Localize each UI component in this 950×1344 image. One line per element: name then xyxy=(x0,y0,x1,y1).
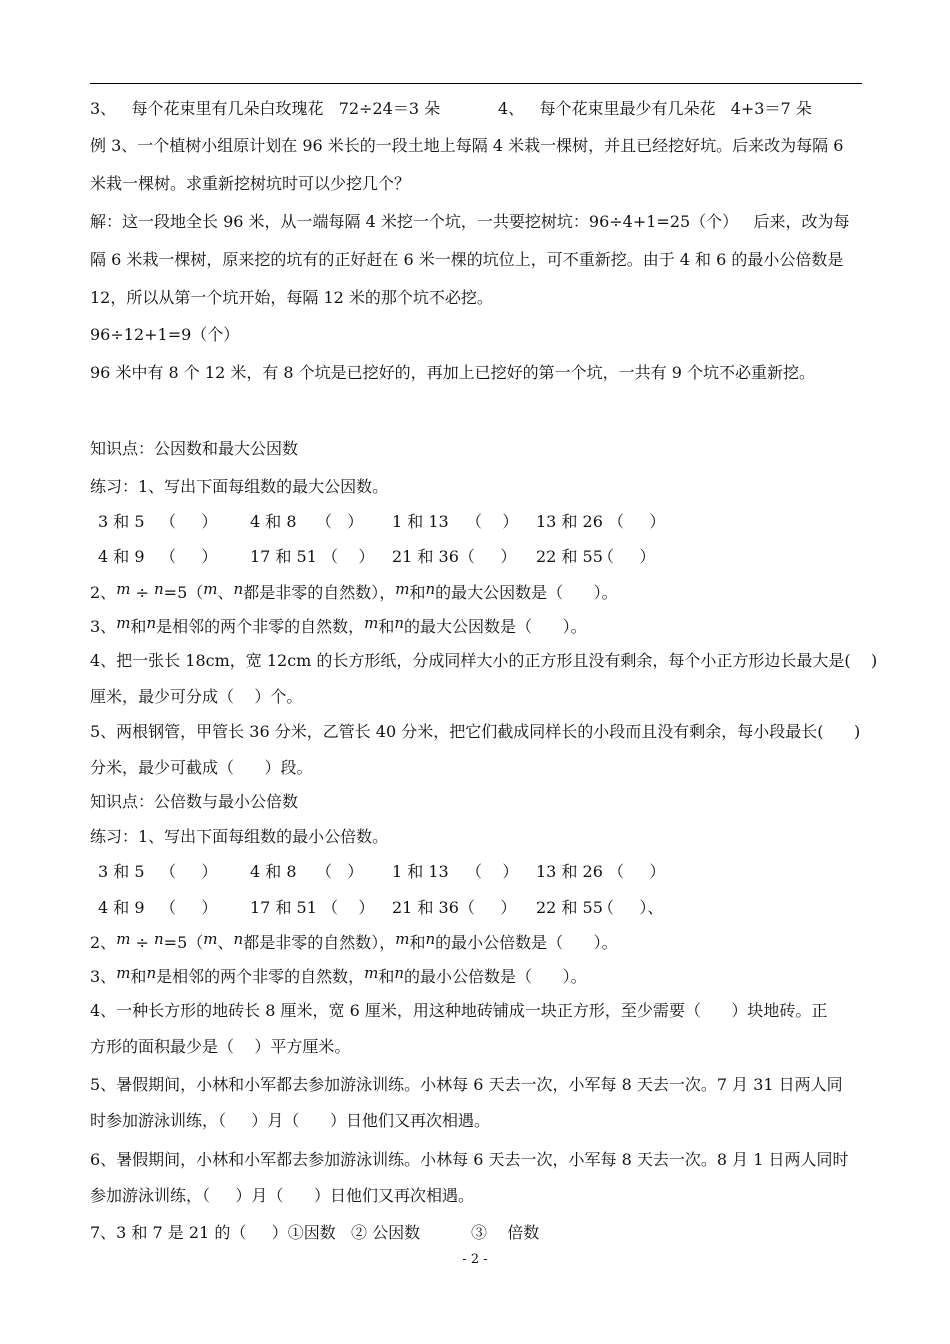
lcm-question-5-line-1: 5、暑假期间，小林和小军都去参加游泳训练。小林每 6 天去一次，小军每 8 天去一次。7 月 31 日两人同 xyxy=(90,1075,843,1094)
separator: 、 xyxy=(217,583,234,602)
exercise-gcd-title: 练习：1、写出下面每组数的最大公因数。 xyxy=(90,477,389,496)
divide-sign: ÷ xyxy=(130,933,154,952)
var-n: n xyxy=(425,930,436,948)
solution-line-1: 解：这一段地全长 96 米，从一端每隔 4 米挖一个坑，一共要挖树坑：96÷4+1=25（个） 后来，改为每 xyxy=(90,212,850,231)
answer-blank[interactable]: （ ）、 xyxy=(598,898,664,917)
gcd-question-2 xyxy=(90,582,618,604)
and-text: 和 xyxy=(409,583,426,602)
question-number: 2、 xyxy=(90,583,117,602)
var-n: n xyxy=(154,580,164,598)
question-number: 3、 xyxy=(90,967,117,986)
var-n: n xyxy=(394,614,405,632)
var-n: n xyxy=(233,930,244,948)
var-m: m xyxy=(364,614,379,632)
var-m: m xyxy=(116,964,131,982)
grid-cell: 21 和 36（ ） xyxy=(392,898,517,917)
grid-cell: 21 和 36（ ） xyxy=(392,547,517,566)
gcd-question-3 xyxy=(90,616,587,638)
answer-blank[interactable]: （ ） xyxy=(160,898,218,917)
var-m: m xyxy=(364,964,379,982)
condition-text: 是相邻的两个非零的自然数， xyxy=(156,967,365,986)
answer-blank[interactable]: 的最小公倍数是（ ）。 xyxy=(435,933,618,952)
page-number: - 2 - xyxy=(462,1252,488,1267)
solution-conclusion: 96 米中有 8 个 12 米，有 8 个坑是已挖好的，再加上已挖好的第一个坑，一共有 9 个坑不必重新挖。 xyxy=(90,363,816,382)
equals-text: =5（ xyxy=(163,583,204,602)
answer-blank[interactable]: 的最大公因数是（ ）。 xyxy=(435,583,618,602)
header-rule xyxy=(90,83,862,84)
var-n: n xyxy=(154,930,164,948)
answer-line-4: 4、 每个花束里最少有几朵花 4+3＝7 朵 xyxy=(498,99,812,118)
question-number: 2、 xyxy=(90,933,117,952)
grid-cell: 3 和 5 xyxy=(98,512,145,531)
lcm-question-5-line-2: 时参加游泳训练，（ ）月（ ）日他们又再次相遇。 xyxy=(90,1111,490,1130)
var-m: m xyxy=(203,580,218,598)
lcm-question-2 xyxy=(90,932,618,954)
grid-cell: 22 和 55 xyxy=(536,898,603,917)
equals-text: =5（ xyxy=(163,933,204,952)
exercise-lcm-title: 练习：1、写出下面每组数的最小公倍数。 xyxy=(90,827,389,846)
var-n: n xyxy=(425,580,436,598)
knowledge-point-gcd: 知识点：公因数和最大公因数 xyxy=(90,439,299,458)
knowledge-point-lcm: 知识点：公倍数与最小公倍数 xyxy=(90,792,299,811)
var-n: n xyxy=(146,614,157,632)
var-m: m xyxy=(116,614,131,632)
grid-cell: 17 和 51 xyxy=(250,898,317,917)
lcm-question-6-line-1: 6、暑假期间，小林和小军都去参加游泳训练。小林每 6 天去一次，小军每 8 天去一次。8 月 1 日两人同时 xyxy=(90,1150,849,1169)
lcm-question-6-line-2: 参加游泳训练，（ ）月（ ）日他们又再次相遇。 xyxy=(90,1186,474,1205)
lcm-question-7: 7、3 和 7 是 21 的（ ）①因数 ② 公因数 ③ 倍数 xyxy=(90,1223,540,1242)
lcm-question-4-line-2: 方形的面积最少是（ ）平方厘米。 xyxy=(90,1037,351,1056)
answer-blank[interactable]: （ ） xyxy=(466,862,519,881)
answer-blank[interactable]: （ ） xyxy=(608,512,666,531)
answer-blank[interactable]: （ ） xyxy=(160,512,218,531)
and-text: 和 xyxy=(130,617,147,636)
gcd-question-4-line-1: 4、把一张长 18cm，宽 12cm 的长方形纸，分成同样大小的正方形且没有剩余，每个小正方形边长最大是( ) xyxy=(90,651,878,670)
answer-blank[interactable]: （ ） xyxy=(322,898,375,917)
var-m: m xyxy=(395,930,410,948)
grid-cell: 3 和 5 xyxy=(98,862,145,881)
condition-text: 都是非零的自然数）， xyxy=(243,583,396,602)
condition-text: 都是非零的自然数）， xyxy=(243,933,396,952)
answer-blank[interactable]: （ ） xyxy=(160,862,218,881)
solution-calc: 96÷12+1=9（个） xyxy=(90,325,240,344)
answer-blank[interactable]: （ ） xyxy=(608,862,666,881)
grid-cell: 4 和 8 xyxy=(250,862,297,881)
grid-cell: 4 和 9 xyxy=(98,898,145,917)
gcd-question-4-line-2: 厘米，最少可分成（ ）个。 xyxy=(90,687,303,706)
solution-line-2: 隔 6 米栽一棵树，原来挖的坑有的正好赶在 6 米一棵的坑位上，可不重新挖。由于 4 和 6 的最小公倍数是 xyxy=(90,250,844,269)
gcd-question-5-line-1: 5、两根钢管，甲管长 36 分米，乙管长 40 分米，把它们截成同样长的小段而且没有剩余，每小段最长( ) xyxy=(90,722,861,741)
divide-sign: ÷ xyxy=(130,583,154,602)
answer-blank[interactable]: （ ） xyxy=(160,547,218,566)
answer-blank[interactable]: （ ） xyxy=(316,512,364,531)
grid-cell: 4 和 8 xyxy=(250,512,297,531)
lcm-question-4-line-1: 4、一种长方形的地砖长 8 厘米，宽 6 厘米，用这种地砖铺成一块正方形，至少需要（ ）块地砖。正 xyxy=(90,1001,828,1020)
and-text: 和 xyxy=(409,933,426,952)
example-3-line-2: 米栽一棵树。求重新挖树坑时可以少挖几个？ xyxy=(90,174,411,193)
var-m: m xyxy=(203,930,218,948)
question-number: 3、 xyxy=(90,617,117,636)
grid-cell: 13 和 26 xyxy=(536,862,603,881)
var-n: n xyxy=(233,580,244,598)
condition-text: 是相邻的两个非零的自然数， xyxy=(156,617,365,636)
answer-blank[interactable]: （ ） xyxy=(322,547,375,566)
var-m: m xyxy=(116,930,131,948)
answer-blank[interactable]: 的最小公倍数是（ ）。 xyxy=(404,967,587,986)
grid-cell: 13 和 26 xyxy=(536,512,603,531)
var-m: m xyxy=(395,580,410,598)
solution-line-3: 12，所以从第一个坑开始，每隔 12 米的那个坑不必挖。 xyxy=(90,288,493,307)
grid-cell: 4 和 9 xyxy=(98,547,145,566)
separator: 、 xyxy=(217,933,234,952)
grid-cell: 1 和 13 xyxy=(392,512,449,531)
answer-line-3: 3、 每个花束里有几朵白玫瑰花 72÷24＝3 朵 xyxy=(90,99,441,118)
grid-cell: 17 和 51 xyxy=(250,547,317,566)
answer-blank[interactable]: （ ） xyxy=(466,512,519,531)
answer-blank[interactable]: 的最大公因数是（ ）。 xyxy=(404,617,587,636)
answer-blank[interactable]: （ ） xyxy=(316,862,364,881)
and-text: 和 xyxy=(378,967,395,986)
example-3-line-1: 例 3、一个植树小组原计划在 96 米长的一段土地上每隔 4 米栽一棵树，并且已经挖好坑。后来改为每隔 6 xyxy=(90,136,844,155)
var-m: m xyxy=(116,580,131,598)
answer-blank[interactable]: （ ） xyxy=(598,547,656,566)
and-text: 和 xyxy=(378,617,395,636)
and-text: 和 xyxy=(130,967,147,986)
var-n: n xyxy=(394,964,405,982)
grid-cell: 1 和 13 xyxy=(392,862,449,881)
grid-cell: 22 和 55 xyxy=(536,547,603,566)
lcm-question-3 xyxy=(90,966,587,988)
var-n: n xyxy=(146,964,157,982)
gcd-question-5-line-2: 分米，最少可截成（ ）段。 xyxy=(90,758,313,777)
